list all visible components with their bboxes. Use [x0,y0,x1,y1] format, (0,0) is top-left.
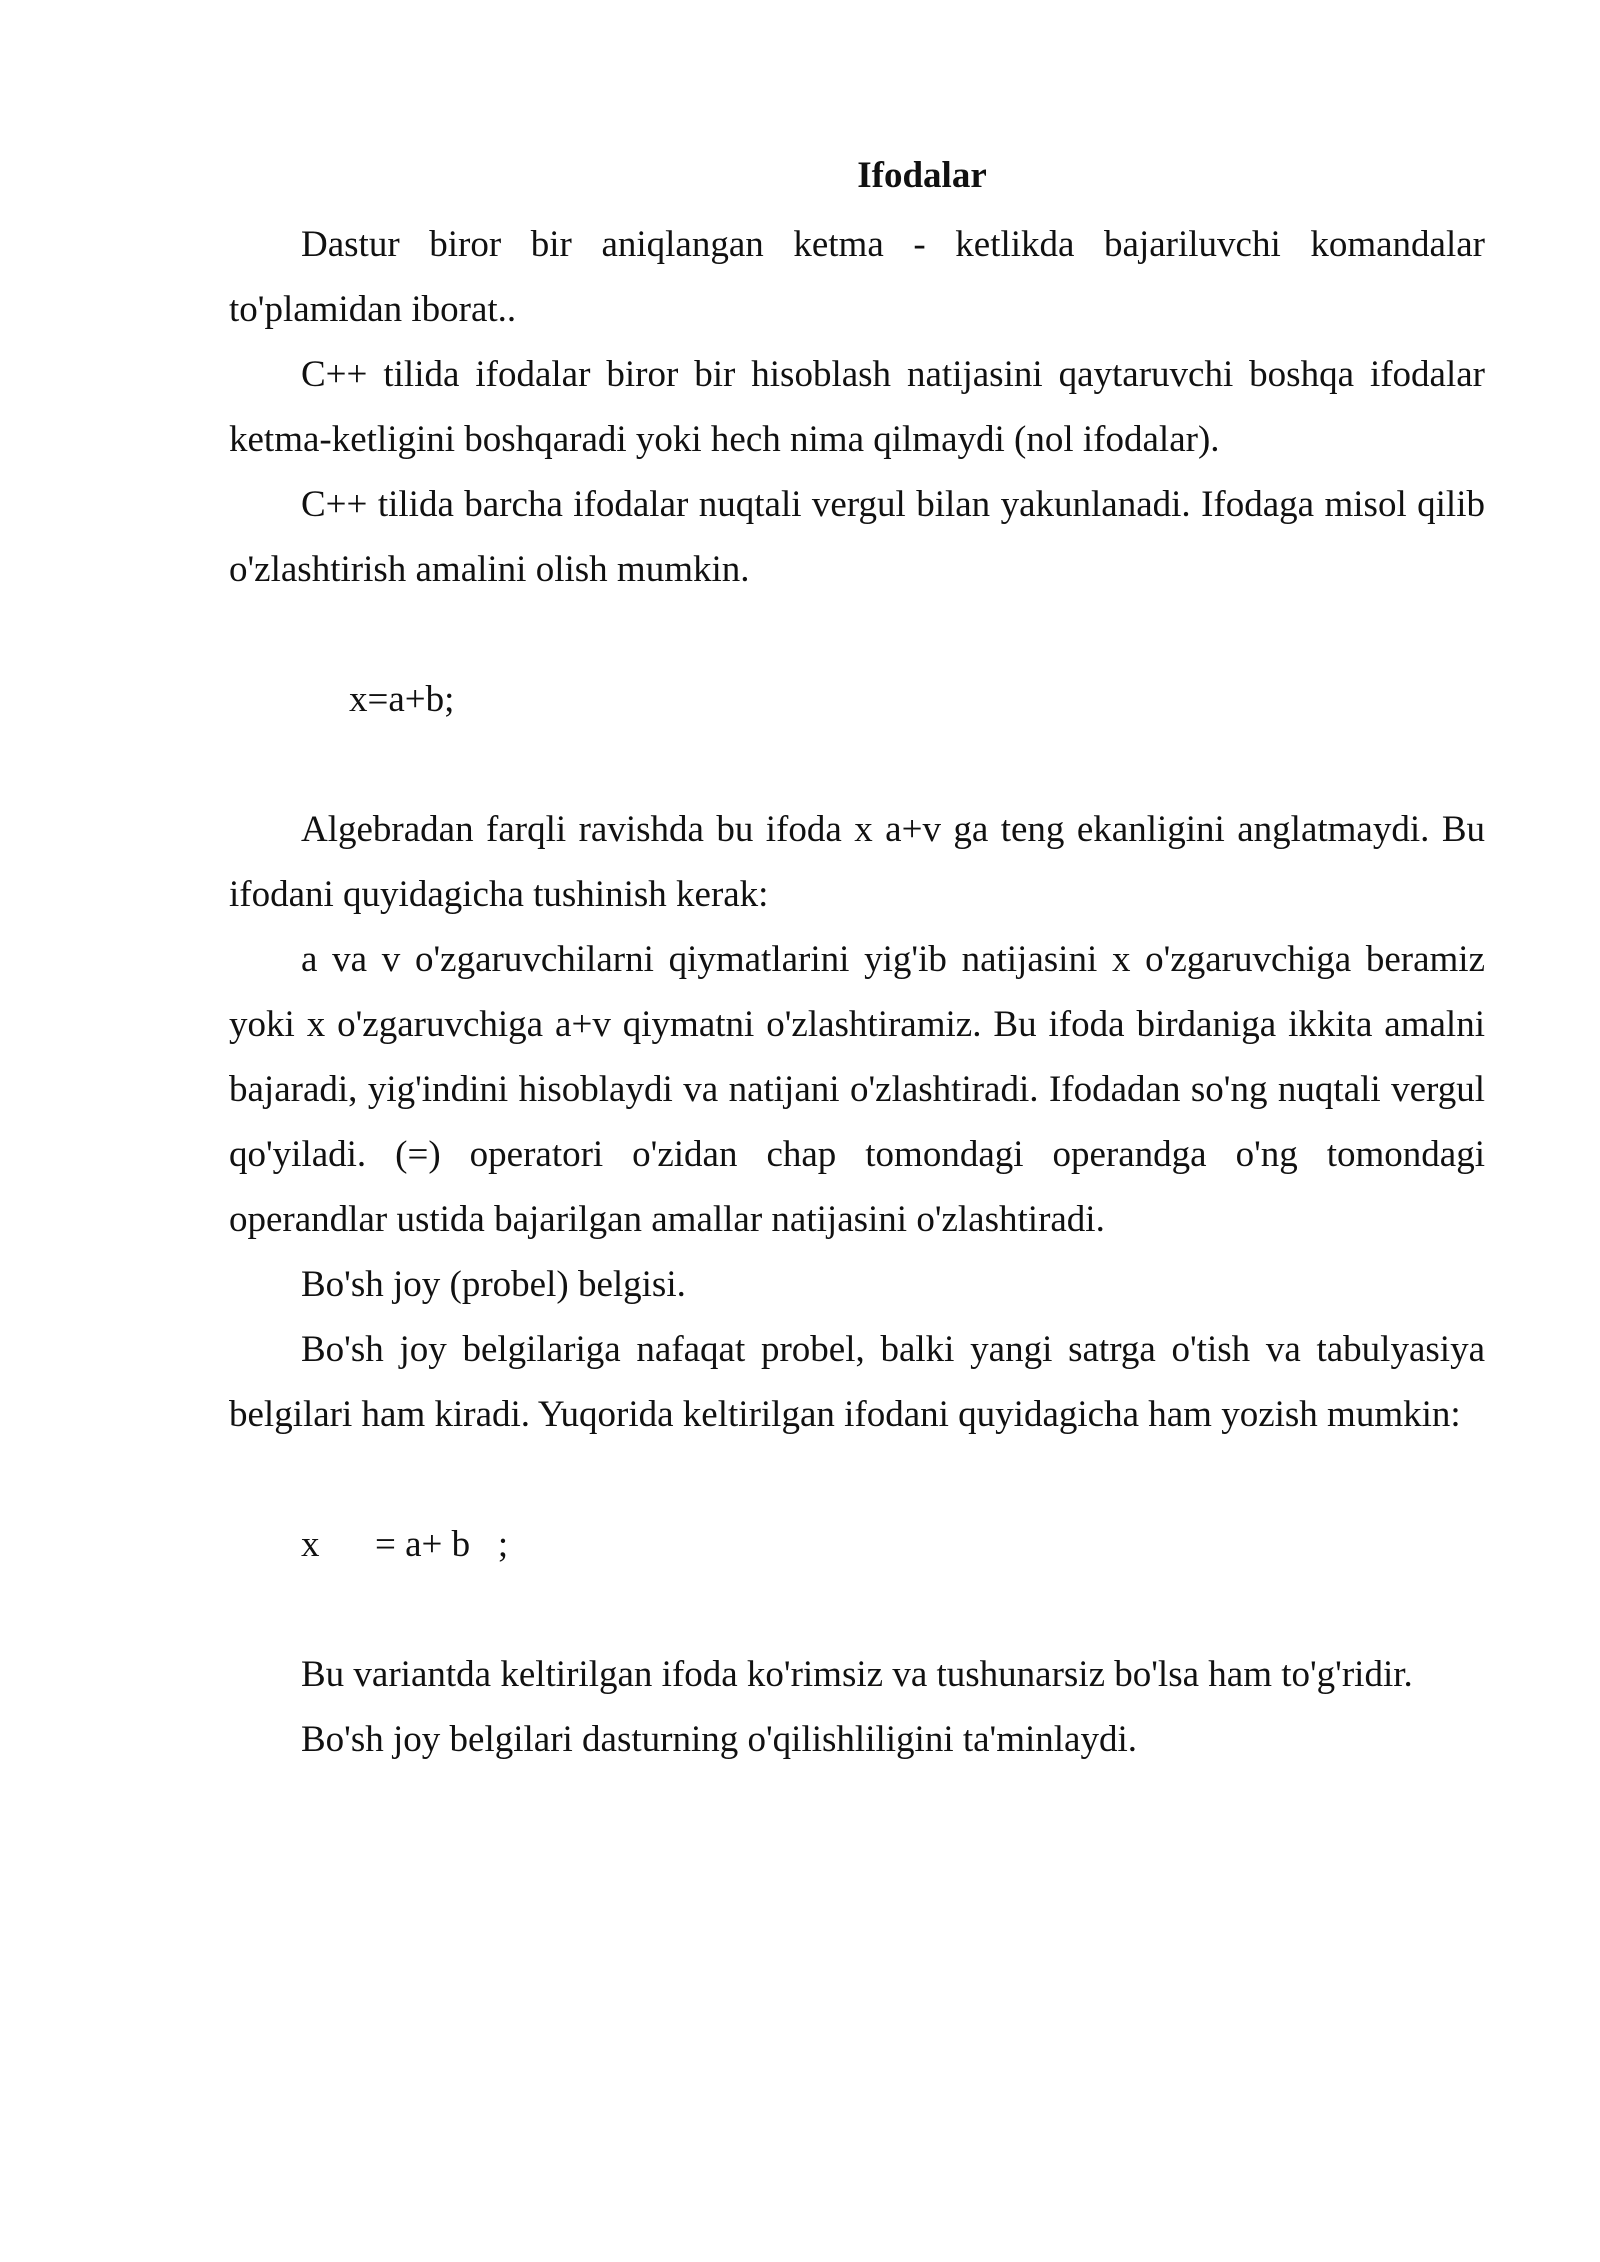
paragraph-assignment-explanation: a va v o'zgaruvchilarni qiymatlarini yig'ib natijasini x o'zgaruvchiga beramiz yoki x o'zgaruvchiga a+v qiymatni o'zlashtiramiz. Bu ifoda birdaniga ikkita amalni bajaradi, yig'indini hisoblaydi va natijani o'zlashtiradi. Ifodadan so'ng nuqtali vergul qo'yiladi. (=) operatori o'zidan chap tomondagi operandga o'ng tomondagi operandlar ustida bajarilgan amallar natijasini o'zlashtiradi. [229,939,1485,1240]
paragraph-whitespace-description: Bo'sh joy belgilariga nafaqat probel, balki yangi satrga o'tish va tabulyasiya belgilari ham kiradi. Yuqorida keltirilgan ifodani quyidagicha ham yozish mumkin: [229,1329,1485,1435]
page-title: Ifodalar [857,155,987,196]
paragraph-intro: Dastur biror bir aniqlangan ketma - ketlikda bajariluvchi komandalar to'plamidan iborat.. [229,224,1485,330]
paragraph-whitespace-heading: Bo'sh joy (probel) belgisi. [301,1264,686,1305]
document-body [229,146,1485,1772]
paragraph-algebra-difference: Algebradan farqli ravishda bu ifoda x a+v ga teng ekanligini anglatmaydi. Bu ifodani quyidagicha tushinish kerak: [229,809,1485,915]
paragraph-semicolon-rule: C++ tilida barcha ifodalar nuqtali vergul bilan yakunlanadi. Ifodaga misol qilib o'zlashtirish amalini olish mumkin. [229,484,1485,590]
paragraph-readability-note: Bo'sh joy belgilari dasturning o'qilishliligini ta'minlaydi. [301,1719,1138,1760]
code-example-assignment: x=a+b; [349,679,455,720]
paragraph-expressions-definition: C++ tilida ifodalar biror bir hisoblash natijasini qaytaruvchi boshqa ifodalar ketma-ketligini boshqaradi yoki hech nima qilmaydi (nol ifodalar). [229,354,1485,460]
code-example-whitespace: x = a+ b ; [301,1524,509,1565]
paragraph-variant-note: Bu variantda keltirilgan ifoda ko'rimsiz va tushunarsiz bo'lsa ham to'g'ridir. [301,1654,1413,1695]
